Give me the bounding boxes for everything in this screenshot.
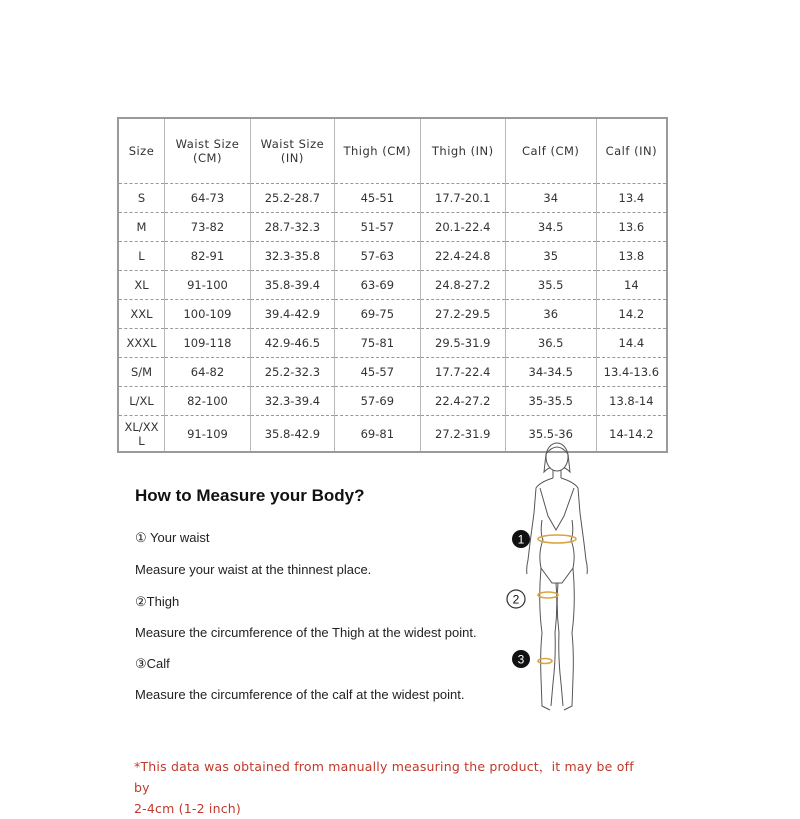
cell-thigh-in: [420, 242, 505, 271]
cell-text: 29.5-31.9: [435, 336, 491, 350]
cell-thigh-in: [420, 358, 505, 387]
cell-text: 91-100: [187, 278, 228, 292]
cell-text: S/M: [130, 365, 153, 379]
thigh-step-label: ②Thigh: [135, 594, 180, 609]
cell-calf-cm: [505, 300, 596, 329]
cell-text: 100-109: [183, 307, 232, 321]
cell-text: 14-14.2: [609, 426, 654, 441]
table-row: [118, 184, 667, 213]
cell-text: XL: [134, 278, 149, 292]
cell-text: 13.8: [618, 249, 645, 263]
cell-text: 32.3-39.4: [264, 394, 321, 408]
cell-text: S: [137, 191, 146, 205]
cell-thigh-in: [420, 329, 505, 358]
cell-waist-cm: [165, 358, 251, 387]
cell-waist-cm: [165, 271, 251, 300]
cell-thigh-in: [420, 416, 505, 453]
cell-thigh-cm: [334, 184, 420, 213]
cell-text: 27.2-31.9: [435, 426, 491, 441]
cell-text: 24.8-27.2: [435, 278, 491, 292]
cell-text: 14.2: [618, 307, 645, 321]
table-header-row: [118, 118, 667, 184]
cell-size: [118, 271, 165, 300]
marker-2: [507, 590, 525, 608]
calf-band: [538, 659, 552, 664]
cell-waist-cm: [165, 184, 251, 213]
cell-calf-in: [596, 184, 667, 213]
cell-text: 14.4: [618, 336, 645, 350]
disclaimer-line-1: *This data was obtained from manually measuring the product，it may be off by: [134, 759, 634, 795]
cell-text: 64-82: [190, 365, 225, 379]
cell-text: 25.2-32.3: [264, 365, 321, 379]
cell-text: 82-91: [190, 249, 225, 263]
cell-text: 34.5: [537, 220, 564, 234]
thigh-step-text: Measure the circumference of the Thigh at the widest point.: [135, 625, 477, 640]
cell-calf-cm: [505, 271, 596, 300]
table-row: [118, 329, 667, 358]
header-thigh-in: [420, 118, 505, 184]
header-thigh-cm: [334, 118, 420, 184]
waist-band: [538, 535, 576, 543]
cell-size: [118, 213, 165, 242]
header-waist-cm: [165, 118, 251, 184]
cell-waist-in: [250, 387, 334, 416]
cell-text: 17.7-20.1: [435, 191, 491, 205]
cell-text: 35.8-39.4: [264, 278, 321, 292]
cell-text: 14: [624, 278, 639, 292]
cell-waist-in: [250, 242, 334, 271]
cell-text: 73-82: [190, 220, 225, 234]
cell-text: 45-57: [360, 365, 395, 379]
calf-step-text: Measure the circumference of the calf at the widest point.: [135, 687, 465, 702]
cell-text: 39.4-42.9: [264, 307, 321, 321]
size-chart: [117, 117, 668, 453]
cell-text: 13.8-14: [609, 394, 654, 408]
cell-text: 57-63: [360, 249, 395, 263]
cell-size: [118, 358, 165, 387]
cell-thigh-cm: [334, 387, 420, 416]
cell-calf-cm: [505, 329, 596, 358]
cell-text: 45-51: [360, 191, 395, 205]
cell-waist-cm: [165, 416, 251, 453]
cell-text: M: [136, 220, 147, 234]
cell-waist-in: [250, 271, 334, 300]
cell-text: 36.5: [537, 336, 564, 350]
cell-text: L: [138, 249, 145, 263]
cell-waist-in: [250, 300, 334, 329]
table-row: [118, 300, 667, 329]
table-row: [118, 358, 667, 387]
header-text: (IN): [280, 151, 304, 165]
cell-text: 25.2-28.7: [264, 191, 321, 205]
cell-text: 82-100: [187, 394, 228, 408]
cell-thigh-cm: [334, 213, 420, 242]
cell-text: 34: [543, 191, 559, 205]
disclaimer-line-2: 2-4cm (1-2 inch): [134, 801, 241, 816]
marker-1: [512, 530, 530, 548]
header-text: Size: [128, 144, 155, 158]
cell-calf-in: [596, 242, 667, 271]
cell-text: 57-69: [360, 394, 395, 408]
cell-text: 22.4-27.2: [435, 394, 491, 408]
cell-text: 32.3-35.8: [264, 249, 321, 263]
cell-text: L/XL: [129, 394, 154, 408]
cell-text: 69-81: [360, 426, 395, 441]
cell-thigh-in: [420, 184, 505, 213]
cell-waist-cm: [165, 213, 251, 242]
cell-text: L: [138, 433, 145, 448]
header-text: Thigh (CM): [343, 144, 412, 158]
cell-text: XXXL: [126, 336, 157, 350]
cell-thigh-cm: [334, 300, 420, 329]
cell-text: 35: [543, 249, 559, 263]
cell-text: 69-75: [360, 307, 395, 321]
table-row: [118, 387, 667, 416]
cell-thigh-in: [420, 213, 505, 242]
cell-text: 36: [543, 307, 559, 321]
cell-text: 27.2-29.5: [435, 307, 491, 321]
cell-text: 35-35.5: [528, 394, 573, 408]
header-text: Calf (IN): [605, 144, 658, 158]
cell-text: 42.9-46.5: [264, 336, 321, 350]
thigh-band: [538, 592, 558, 598]
header-text: Waist Size: [175, 137, 240, 151]
cell-text: 35.5: [537, 278, 564, 292]
cell-text: 63-69: [360, 278, 395, 292]
cell-size: [118, 300, 165, 329]
cell-calf-in: [596, 358, 667, 387]
cell-waist-in: [250, 213, 334, 242]
cell-waist-cm: [165, 387, 251, 416]
cell-text: 13.6: [618, 220, 645, 234]
cell-text: 109-118: [183, 336, 232, 350]
cell-text: 34-34.5: [528, 365, 573, 379]
cell-text: 51-57: [360, 220, 395, 234]
cell-thigh-cm: [334, 329, 420, 358]
cell-waist-cm: [165, 329, 251, 358]
header-waist-in: [250, 118, 334, 184]
waist-step-label: ① Your waist: [135, 530, 210, 545]
marker-2-label: 2: [512, 592, 520, 607]
cell-size: [118, 184, 165, 213]
cell-waist-cm: [165, 242, 251, 271]
cell-text: 35.8-42.9: [264, 426, 321, 441]
header-calf-in: [596, 118, 667, 184]
cell-text: 22.4-24.8: [435, 249, 491, 263]
body-outline: [527, 443, 588, 710]
cell-calf-in: [596, 300, 667, 329]
marker-3: [512, 650, 530, 668]
cell-calf-cm: [505, 387, 596, 416]
cell-waist-in: [250, 184, 334, 213]
cell-waist-cm: [165, 300, 251, 329]
table-row: [118, 271, 667, 300]
table-body: [118, 184, 667, 453]
cell-waist-in: [250, 416, 334, 453]
cell-size: [118, 416, 165, 453]
cell-calf-cm: [505, 358, 596, 387]
cell-size: [118, 387, 165, 416]
cell-thigh-cm: [334, 358, 420, 387]
header-text: Calf (CM): [521, 144, 580, 158]
body-measurement-figure: [500, 438, 620, 723]
cell-text: 35.5-36: [528, 426, 573, 441]
cell-thigh-in: [420, 271, 505, 300]
cell-text: 13.4-13.6: [603, 365, 660, 379]
cell-calf-cm: [505, 213, 596, 242]
marker-3-label: 3: [517, 652, 525, 667]
cell-calf-in: [596, 329, 667, 358]
table-row: [118, 242, 667, 271]
cell-thigh-in: [420, 300, 505, 329]
cell-thigh-cm: [334, 416, 420, 453]
marker-1-label: 1: [517, 532, 525, 547]
cell-text: 28.7-32.3: [264, 220, 321, 234]
cell-calf-in: [596, 387, 667, 416]
cell-text: 13.4: [618, 191, 645, 205]
calf-step-label: ③Calf: [135, 656, 170, 671]
cell-size: [118, 329, 165, 358]
cell-text: 17.7-22.4: [435, 365, 491, 379]
header-text: (CM): [193, 151, 222, 165]
header-calf-cm: [505, 118, 596, 184]
cell-size: [118, 242, 165, 271]
cell-calf-in: [596, 213, 667, 242]
cell-text: 91-109: [187, 426, 228, 441]
cell-text: XL/XX: [124, 419, 159, 434]
cell-calf-in: [596, 271, 667, 300]
cell-text: 75-81: [360, 336, 395, 350]
guide-title: How to Measure your Body?: [135, 486, 365, 505]
cell-text: 20.1-22.4: [435, 220, 491, 234]
cell-waist-in: [250, 358, 334, 387]
cell-calf-cm: [505, 184, 596, 213]
cell-calf-cm: [505, 242, 596, 271]
cell-thigh-cm: [334, 242, 420, 271]
table-row: [118, 213, 667, 242]
cell-thigh-cm: [334, 271, 420, 300]
header-text: Waist Size: [260, 137, 325, 151]
disclaimer-note: [134, 756, 634, 819]
cell-text: 64-73: [190, 191, 225, 205]
cell-waist-in: [250, 329, 334, 358]
cell-thigh-in: [420, 387, 505, 416]
header-size: [118, 118, 165, 184]
header-text: Thigh (IN): [431, 144, 494, 158]
waist-step-text: Measure your waist at the thinnest place.: [135, 562, 372, 577]
cell-text: XXL: [130, 307, 153, 321]
size-table: [117, 117, 668, 453]
